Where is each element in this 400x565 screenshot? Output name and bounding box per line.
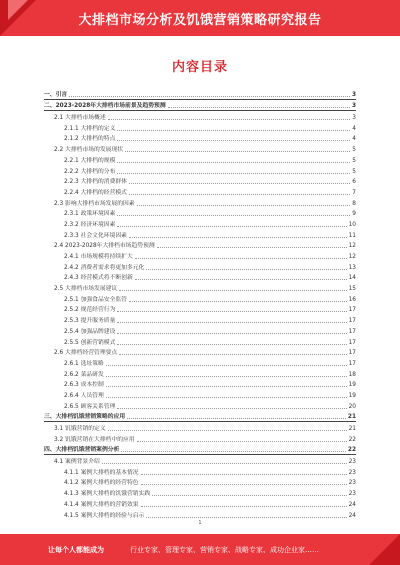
toc-leader-dots xyxy=(106,376,347,377)
toc-leader-dots xyxy=(117,344,346,345)
toc-entry[interactable] xyxy=(44,455,356,466)
toc-leader-dots xyxy=(117,333,346,334)
report-header xyxy=(0,0,400,36)
toc-entry-title: 2.3.1 政策环境因素 xyxy=(64,211,116,218)
toc-entry-page: 3 xyxy=(351,103,356,110)
toc-leader-dots xyxy=(69,96,350,97)
toc-entry[interactable] xyxy=(44,143,356,154)
toc-entry-page: 3 xyxy=(352,115,356,122)
toc-entry-title: 2.6.4 人员管理 xyxy=(64,392,104,399)
toc-leader-dots xyxy=(137,205,351,206)
toc-leader-dots xyxy=(117,162,350,163)
toc-entry-page: 16 xyxy=(348,296,356,303)
toc-heading: 内容目录 xyxy=(171,60,228,75)
toc-entry-title: 2.6.3 成本控制 xyxy=(64,382,104,389)
toc-entry-title: 2.4.2 消费者需求将更加多元化 xyxy=(64,264,145,271)
toc-entry-page: 22 xyxy=(348,436,356,443)
toc-entry[interactable] xyxy=(44,240,356,251)
toc-entry-title: 四、大排档饥饿营销案例分析 xyxy=(44,447,120,454)
toc-entry-title: 2.3 影响大排档市场发展的因素 xyxy=(54,200,135,207)
toc-entry-title: 2.2.4 大排档的经营模式 xyxy=(64,189,127,196)
toc-leader-dots xyxy=(127,418,346,419)
toc-entry-title: 2.1.1 大排档的定义 xyxy=(64,125,116,132)
toc-leader-dots xyxy=(108,430,347,431)
toc-entry-title: 4.1.4 案例大排档的营销效果 xyxy=(64,501,139,508)
toc-entry[interactable] xyxy=(44,165,356,176)
toc-leader-dots xyxy=(157,247,347,248)
toc-entry[interactable] xyxy=(44,176,356,187)
toc-entry-page: 3 xyxy=(351,91,356,98)
toc-entry[interactable] xyxy=(44,400,356,411)
toc-leader-dots xyxy=(152,495,346,496)
toc-entry[interactable] xyxy=(44,411,356,423)
toc-entry[interactable] xyxy=(44,282,356,293)
toc-entry-title: 2.4.3 经营模式将不断创新 xyxy=(64,275,133,282)
toc-entry-page: 12 xyxy=(348,243,356,250)
toc-leader-dots xyxy=(117,130,350,131)
toc-leader-dots xyxy=(121,451,346,452)
toc-entry-title: 2.2.1 大排档的规模 xyxy=(64,157,116,164)
toc-entry[interactable] xyxy=(44,293,356,304)
toc-leader-dots xyxy=(129,183,350,184)
toc-entry[interactable] xyxy=(44,218,356,229)
toc-entry[interactable] xyxy=(44,433,356,444)
toc-entry-title: 2.4 2023-2028年大排档市场趋势预测 xyxy=(54,243,155,250)
toc-entry-title: 2.5.1 加强食品安全监管 xyxy=(64,296,127,303)
toc-entry-title: 一、引言 xyxy=(44,91,68,98)
toc-entry-title: 4.1.5 案例大排档的经验与启示 xyxy=(64,512,145,519)
toc-entry-title: 2.5.3 提升服务质量 xyxy=(64,318,116,325)
toc-entry-page: 13 xyxy=(348,264,356,271)
toc-entry-title: 4.1.2 案例大排档的经营特色 xyxy=(64,480,139,487)
toc-entry-title: 2.1 大排档市场概述 xyxy=(54,115,106,122)
toc-entry[interactable] xyxy=(44,100,356,112)
toc-entry-page: 5 xyxy=(352,147,356,154)
toc-entry[interactable] xyxy=(44,347,356,358)
toc-leader-dots xyxy=(106,386,347,387)
toc-leader-dots xyxy=(141,484,347,485)
toc-entry[interactable] xyxy=(44,250,356,261)
toc-entry-title: 三、大排档饥饿营销策略的应用 xyxy=(44,414,126,421)
toc-entry[interactable] xyxy=(44,154,356,165)
toc-entry-title: 2.5.5 创新营销模式 xyxy=(64,339,116,346)
toc-leader-dots xyxy=(102,463,347,464)
toc-entry-title: 2.2.2 大排档的分布 xyxy=(64,168,116,175)
toc-entry-page: 20 xyxy=(348,403,356,410)
toc-leader-dots xyxy=(129,237,347,238)
toc-leader-dots xyxy=(117,215,350,216)
toc-entry[interactable] xyxy=(44,509,356,520)
toc-entry[interactable] xyxy=(44,498,356,509)
toc-leader-dots xyxy=(168,107,350,108)
toc-entry-page: 23 xyxy=(348,469,356,476)
toc-entry[interactable] xyxy=(44,111,356,122)
toc-entry-page: 17 xyxy=(348,339,356,346)
toc-entry-page: 21 xyxy=(348,426,356,432)
toc-entry-title: 2.6 大排档经营管理要点 xyxy=(54,350,118,357)
toc-entry-page: 23 xyxy=(348,480,356,487)
toc-leader-dots xyxy=(117,173,350,174)
toc-leader-dots xyxy=(117,408,346,409)
toc-entry-title: 4.1.3 案例大排档的饥饿营销实践 xyxy=(64,491,151,498)
toc-entry-title: 2.6.1 选址策略 xyxy=(64,360,104,367)
toc-entry-page: 23 xyxy=(348,491,356,498)
toc-entry-page: 7 xyxy=(352,189,356,196)
toc-entry-title: 2.2 大排档市场的发展现状 xyxy=(54,147,124,154)
toc-entry-title: 2.3.2 经济环境因素 xyxy=(64,221,116,228)
toc-leader-dots xyxy=(106,365,347,366)
toc-entry-title: 3.2 饥饿营销在大排档中的应用 xyxy=(54,436,135,443)
toc-entry[interactable] xyxy=(44,444,356,456)
toc-entry-page: 17 xyxy=(348,328,356,335)
footer-slogan-left: 让每个人都能成为 xyxy=(48,546,104,554)
toc-entry[interactable] xyxy=(44,261,356,272)
report-title: 大排档市场分析及饥饿营销策略研究报告 xyxy=(78,13,322,28)
toc-entry-page: 4 xyxy=(352,125,356,132)
toc-entry-title: 二、2023-2028年大排档市场前景及趋势预测 xyxy=(44,103,166,110)
toc-entry-title: 2.1.2 大排档的特点 xyxy=(64,136,116,143)
toc-entry-page: 18 xyxy=(348,371,356,378)
toc-leader-dots xyxy=(135,279,347,280)
toc-entry[interactable] xyxy=(44,208,356,219)
table-of-contents xyxy=(44,88,356,520)
toc-entry[interactable] xyxy=(44,357,356,368)
page-number: 1 xyxy=(198,520,202,526)
toc-leader-dots xyxy=(141,506,347,507)
toc-leader-dots xyxy=(117,311,346,312)
toc-leader-dots xyxy=(135,258,347,259)
toc-entry[interactable] xyxy=(44,229,356,240)
toc-entry[interactable] xyxy=(44,379,356,390)
toc-entry-page: 12 xyxy=(348,254,356,260)
toc-entry[interactable] xyxy=(44,368,356,379)
toc-entry[interactable] xyxy=(44,336,356,347)
toc-entry-page: 5 xyxy=(352,157,356,164)
toc-entry[interactable] xyxy=(44,88,356,100)
toc-entry-page: 5 xyxy=(352,168,356,175)
toc-leader-dots xyxy=(146,269,346,270)
toc-entry-page: 19 xyxy=(348,392,356,399)
toc-entry-page: 24 xyxy=(348,512,356,519)
toc-entry-title: 4.1.1 案例大排档的基本情况 xyxy=(64,469,139,476)
toc-entry[interactable] xyxy=(44,197,356,208)
toc-entry-page: 6 xyxy=(352,179,356,186)
toc-entry-page: 17 xyxy=(348,318,356,325)
toc-entry-page: 17 xyxy=(348,360,356,367)
toc-entry-title: 4.1 案例背景介绍 xyxy=(54,459,100,466)
toc-leader-dots xyxy=(146,517,346,518)
toc-leader-dots xyxy=(108,119,351,120)
toc-entry-title: 2.6.5 顾客关系管理 xyxy=(64,403,116,410)
toc-leader-dots xyxy=(137,441,347,442)
toc-entry[interactable] xyxy=(44,304,356,315)
toc-entry-title: 2.5.2 规范经营行为 xyxy=(64,307,116,314)
toc-entry-page: 17 xyxy=(348,307,356,314)
toc-entry-title: 2.2.3 大排档的消费群体 xyxy=(64,179,127,186)
toc-entry[interactable] xyxy=(44,272,356,283)
toc-leader-dots xyxy=(117,140,350,141)
toc-entry-page: 15 xyxy=(348,286,356,293)
toc-entry-page: 21 xyxy=(347,414,356,421)
toc-entry-title: 3.1 饥饿营销的定义 xyxy=(54,426,106,432)
toc-leader-dots xyxy=(129,194,350,195)
toc-entry-page: 10 xyxy=(348,221,356,228)
toc-entry[interactable] xyxy=(44,466,356,477)
toc-leader-dots xyxy=(117,226,346,227)
toc-entry-title: 2.5 大排档市场发展建议 xyxy=(54,286,118,293)
footer-slogan-right: 行业专家、管理专家、营销专家、战略专家、成功企业家…… xyxy=(130,546,319,554)
toc-entry[interactable] xyxy=(44,122,356,133)
toc-entry-page: 24 xyxy=(348,501,356,508)
toc-entry-page: 8 xyxy=(352,200,356,207)
toc-entry[interactable] xyxy=(44,325,356,336)
toc-leader-dots xyxy=(117,322,346,323)
toc-entry[interactable] xyxy=(44,487,356,498)
toc-leader-dots xyxy=(141,474,347,475)
toc-leader-dots xyxy=(129,301,347,302)
toc-entry[interactable] xyxy=(44,186,356,197)
toc-entry-page: 14 xyxy=(348,275,356,282)
toc-leader-dots xyxy=(119,354,346,355)
page-footer xyxy=(0,534,400,565)
toc-entry-title: 2.3.3 社会文化环境因素 xyxy=(64,232,127,239)
toc-entry[interactable] xyxy=(44,422,356,433)
toc-entry-page: 19 xyxy=(348,382,356,389)
toc-entry-page: 4 xyxy=(352,136,356,143)
toc-entry[interactable] xyxy=(44,133,356,144)
toc-entry[interactable] xyxy=(44,314,356,325)
toc-entry-page: 11 xyxy=(348,232,356,239)
toc-entry-page: 22 xyxy=(347,447,356,454)
toc-leader-dots xyxy=(119,290,346,291)
footer-corner-decoration xyxy=(369,534,400,565)
toc-entry-title: 2.5.4 加强品牌建设 xyxy=(64,328,116,335)
toc-entry-page: 17 xyxy=(348,350,356,357)
toc-leader-dots xyxy=(106,397,347,398)
toc-entry-page: 23 xyxy=(348,459,356,466)
toc-entry-title: 2.4.1 市场规模将持续扩大 xyxy=(64,254,133,260)
toc-leader-dots xyxy=(125,151,350,152)
toc-entry[interactable] xyxy=(44,477,356,488)
toc-entry-title: 2.6.2 菜品研发 xyxy=(64,371,104,378)
toc-entry-page: 9 xyxy=(352,211,356,218)
toc-entry[interactable] xyxy=(44,389,356,400)
